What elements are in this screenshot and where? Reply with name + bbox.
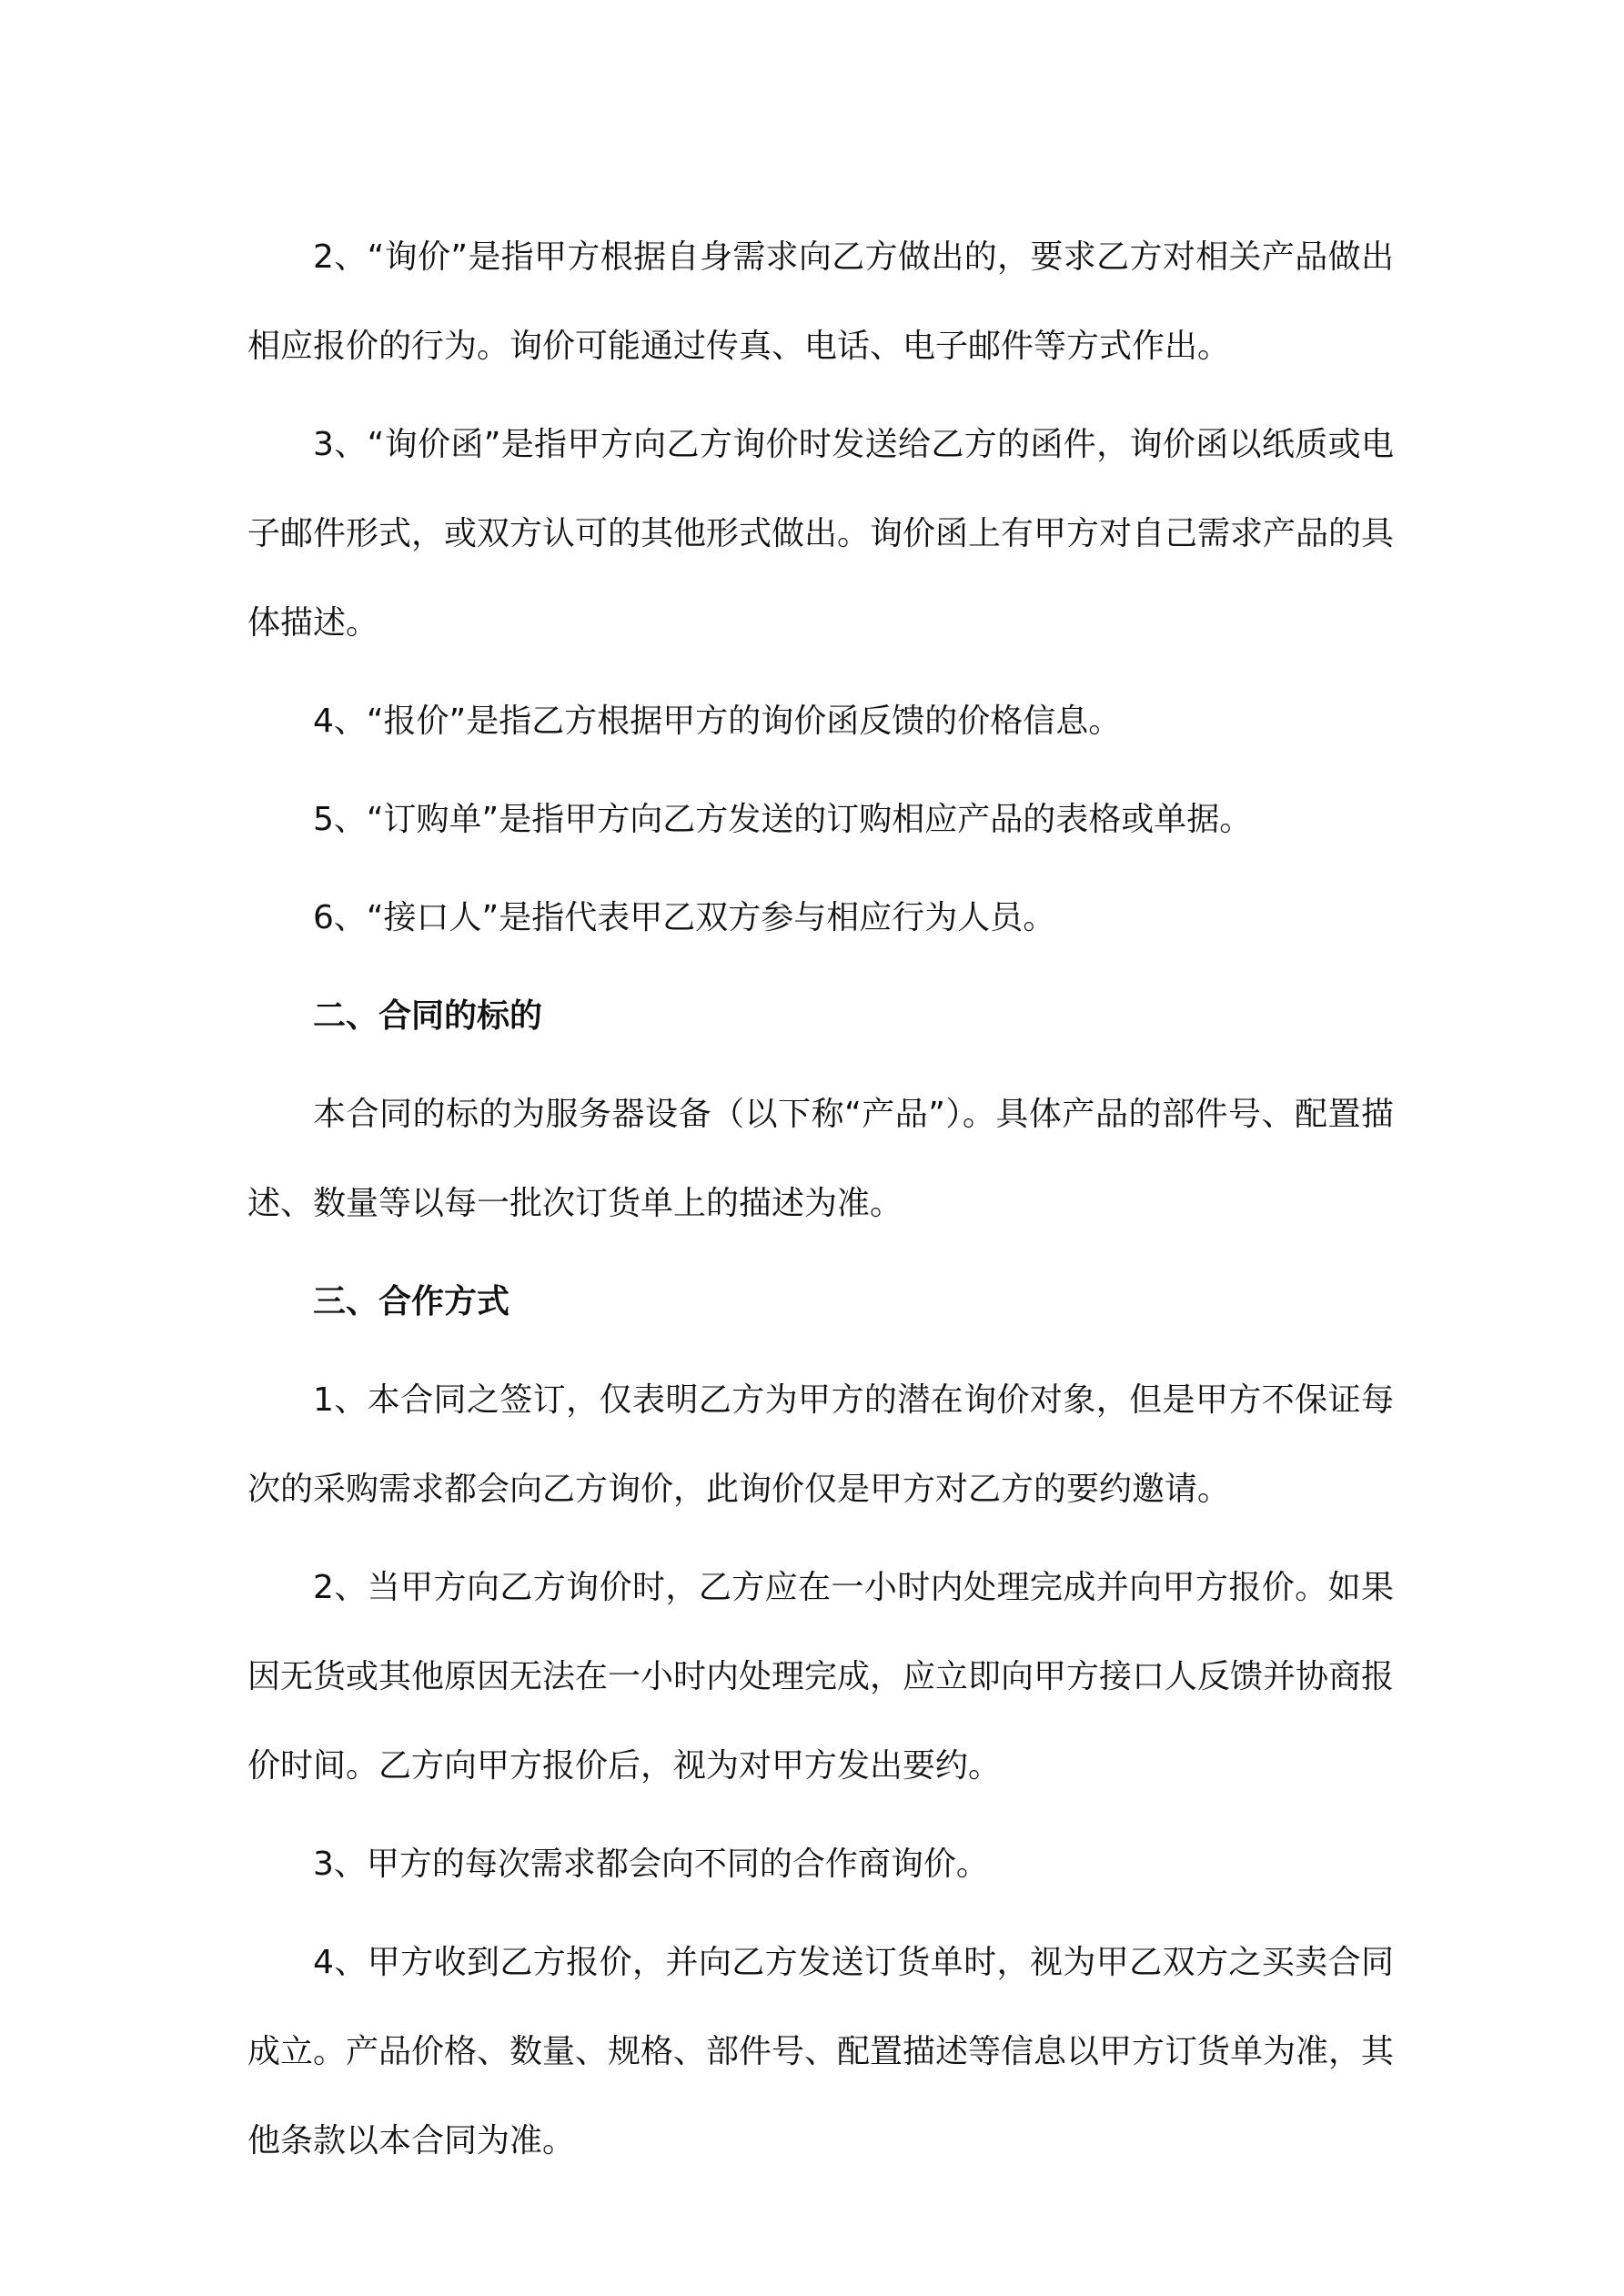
definition-inquiry: 2、“询价”是指甲方根据自身需求向乙方做出的，要求乙方对相关产品做出相应报价的行为。询价可能通过传真、电话、电子邮件等方式作出。: [247, 238, 1394, 365]
section-heading-cooperation: 三、合作方式: [313, 1283, 510, 1320]
definition-quotation: 4、“报价”是指乙方根据甲方的询价函反馈的价格信息。: [313, 703, 1122, 740]
cooperation-clause-2: 2、当甲方向乙方询价时，乙方应在一小时内处理完成并向甲方报价。如果因无货或其他原因无法在一小时内处理完成，应立即向甲方接口人反馈并协商报价时间。乙方向甲方报价后，视为对甲方发出要约。: [247, 1569, 1395, 1785]
section-heading-subject: 二、合同的标的: [313, 997, 543, 1035]
definition-purchase-order: 5、“订购单”是指甲方向乙方发送的订购相应产品的表格或单据。: [313, 801, 1253, 838]
definition-contact-person: 6、“接口人”是指代表甲乙双方参与相应行为人员。: [313, 899, 1056, 936]
document-body: [247, 213, 1394, 2195]
cooperation-clause-4: 4、甲方收到乙方报价，并向乙方发送订货单时，视为甲乙双方之买卖合同成立。产品价格、数量、规格、部件号、配置描述等信息以甲方订货单为准，其他条款以本合同为准。: [247, 1944, 1395, 2159]
subject-paragraph: 本合同的标的为服务器设备（以下称“产品”）。具体产品的部件号、配置描述、数量等以每一批次订货单上的描述为准。: [247, 1096, 1394, 1222]
cooperation-clause-1: 1、本合同之签订，仅表明乙方为甲方的潜在询价对象，但是甲方不保证每次的采购需求都会向乙方询价，此询价仅是甲方对乙方的要约邀请。: [247, 1381, 1394, 1508]
definition-inquiry-letter: 3、“询价函”是指甲方向乙方询价时发送给乙方的函件，询价函以纸质或电子邮件形式，或双方认可的其他形式做出。询价函上有甲方对自己需求产品的具体描述。: [247, 426, 1395, 642]
cooperation-clause-3: 3、甲方的每次需求都会向不同的合作商询价。: [313, 1846, 989, 1883]
